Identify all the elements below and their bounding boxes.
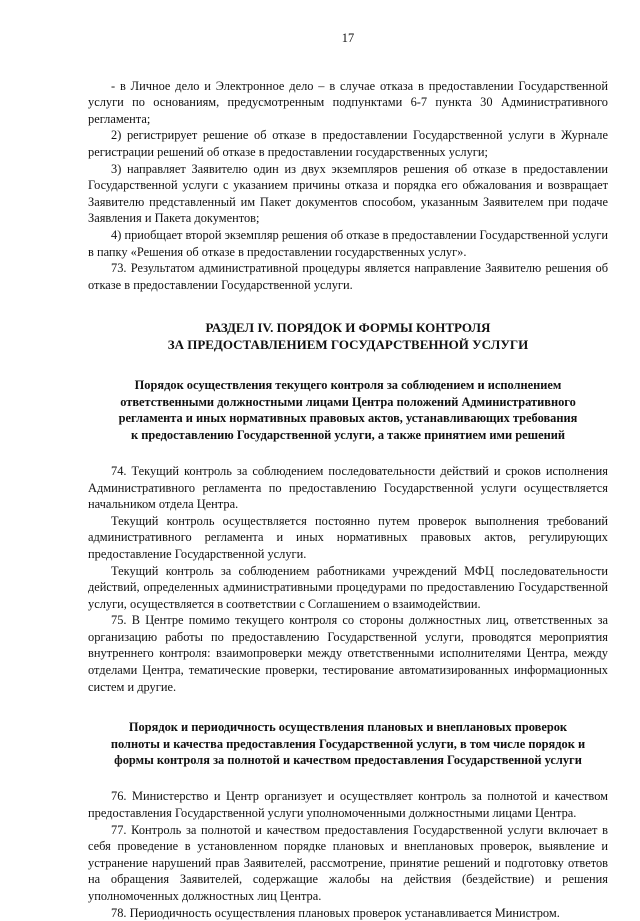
subsection-title-line: ответственными должностными лицами Центра положений Административного — [120, 394, 576, 409]
section-title — [88, 319, 608, 353]
paragraph: 2) регистрирует решение об отказе в предоставлении Государственной услуги в Журнале регистрации решений об отказе в предоставлении государственных услуги; — [88, 128, 608, 159]
section-title-line: ЗА ПРЕДОСТАВЛЕНИЕМ ГОСУДАРСТВЕННОЙ УСЛУГИ — [167, 337, 529, 353]
subsection-title-line: к предоставлению Государственной услуги, а также принятием ими решений — [131, 427, 565, 442]
paragraph: 78. Периодичность осуществления плановых проверок устанавливается Министром. — [111, 905, 560, 920]
paragraph: - в Личное дело и Электронное дело – в случае отказа в предоставлении Государственной услуги по основаниям, предусмотренным подпунктами 6-7 пункта 30 Административного регламента; — [88, 78, 608, 126]
subsection-title-line: Порядок осуществления текущего контроля за соблюдением и исполнением — [134, 378, 562, 393]
paragraph: Текущий контроль осуществляется постоянно путем проверок выполнения требований административного регламента и иных нормативных правовых актов, регулирующих предоставление Государственной услуги. — [88, 513, 608, 561]
subsection-title-line: формы контроля за полнотой и качеством предоставления Государственной услуги — [114, 753, 582, 768]
paragraph: 76. Министерство и Центр организует и осуществляет контроль за полнотой и качеством предоставления Государственной услуги уполномоченными должностными лицами Центра. — [88, 789, 608, 821]
subsection-title-line: Порядок и периодичность осуществления плановых и внеплановых проверок — [128, 720, 568, 735]
paragraph: Текущий контроль за соблюдением работниками учреждений МФЦ последовательности действий, определенных административными процедурами по предоставлению Государственной услуги, осуществляется в соответствии с Соглашением о взаимодействии. — [88, 563, 608, 611]
subsection-body — [88, 788, 608, 921]
subsection-title-line: регламента и иных нормативных правовых актов, устанавливающих требования — [118, 411, 578, 426]
paragraph: 74. Текущий контроль за соблюдением последовательности действий и сроков исполнения Административного регламента по предоставлению Государственной услуги осуществляется начальником отдела Центра. — [88, 463, 608, 512]
subsection-title-line: полноты и качества предоставления Государственной услуги, в том числе порядок и — [110, 736, 586, 751]
intro-block — [88, 78, 608, 294]
paragraph: 4) приобщает второй экземпляр решения об отказе в предоставлении Государственной услуги в папку «Решения об отказе в предоставлении государственных услуг». — [88, 227, 608, 259]
subsection-title — [88, 719, 608, 768]
paragraph: 77. Контроль за полнотой и качеством предоставления Государственной услуги включает в себя проведение в установленном порядке плановых и внеплановых проверок, выявление и устранение нарушений прав Заявителей, рассмотрение, принятие решений и подготовку ответов на обращения Заявителей, содержащие жалобы на действия (бездействие) и решения уполномоченных должностных лиц Центра. — [88, 822, 608, 904]
subsection-body — [88, 463, 608, 695]
paragraph: 3) направляет Заявителю один из двух экземпляров решения об отказе в предоставлении Государственной услуги с указанием причины отказа и порядка его обжалования и возвращает Заявителю представленный им Пакет документов способом, указанным Заявителем при подаче Заявления и Пакета документов; — [88, 161, 608, 226]
paragraph: 75. В Центре помимо текущего контроля со стороны должностных лиц, ответственных за организацию работы по предоставлению Государственной услуги, проводятся мероприятия внутреннего контроля: взаимопроверки между ответственными исполнителями Центра, между отделами Центра, тематические проверки, тестирование автоматизированных информационных систем и другие. — [88, 613, 608, 694]
subsection-title — [88, 377, 608, 443]
section-title-line: РАЗДЕЛ IV. ПОРЯДОК И ФОРМЫ КОНТРОЛЯ — [205, 320, 491, 336]
page-number: 17 — [341, 31, 355, 45]
paragraph: 73. Результатом административной процедуры является направление Заявителю решения об отказе в предоставлении Государственной услуги. — [88, 261, 608, 292]
